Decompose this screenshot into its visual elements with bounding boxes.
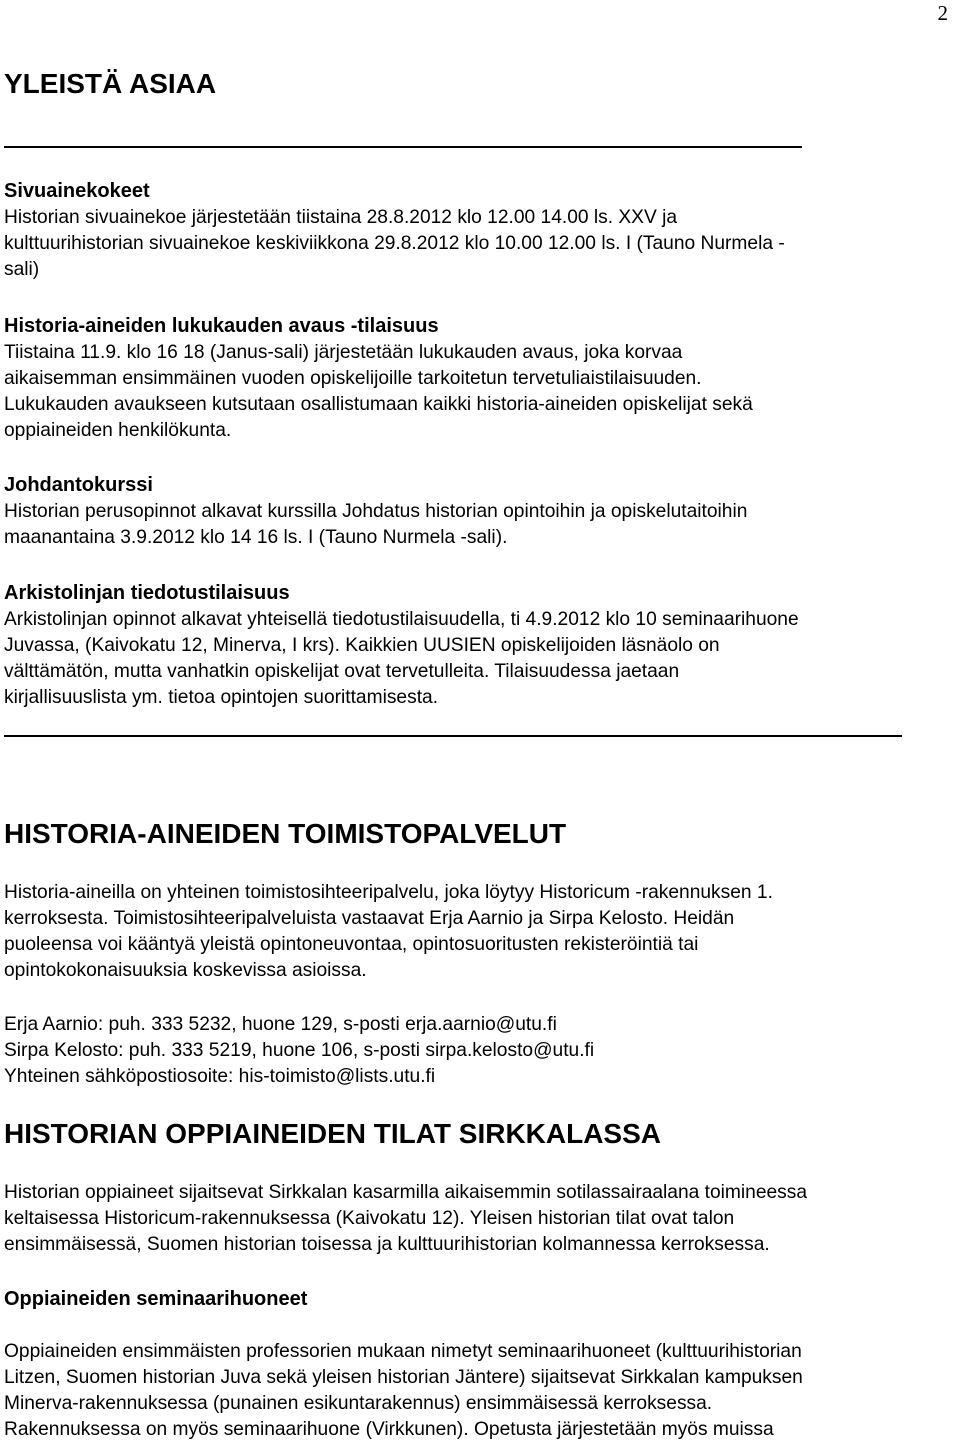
text-line: Lukukauden avaukseen kutsutaan osallistumaan kaikki historia-aineiden opiskelijat sekä [4,394,753,415]
paragraph-johdantokurssi [4,499,960,551]
text-line: Historian oppiaineet sijaitsevat Sirkkalan kasarmilla aikaisemmin sotilassairaalana toimineessa [4,1182,808,1203]
text-line: Historian perusopinnot alkavat kurssilla Johdatus historian opintoihin ja opiskelutaitoihin [4,501,748,522]
text-line: kirjallisuuslista ym. tietoa opintojen suorittamisesta. [4,687,439,708]
section-title-toimistopalvelut: HISTORIA-AINEIDEN TOIMISTOPALVELUT [4,818,567,849]
text-line: ensimmäisessä, Suomen historian toisessa ja kulttuurihistorian kolmannessa kerroksessa. [4,1234,770,1255]
text-line: Litzen, Suomen historian Juva sekä yleisen historian Jäntere) sijaitsevat Sirkkalan kampuksen [4,1367,803,1388]
paragraph-sivuainekokeet [4,205,960,283]
paragraph-tilat-sirkkalassa [4,1180,960,1258]
text-line: oppiaineiden henkilökunta. [4,420,232,441]
heading-arkistolinja: Arkistolinjan tiedotustilaisuus [4,582,290,604]
text-line: sali) [4,259,40,280]
contact-erja-aarnio: Erja Aarnio: puh. 333 5232, huone 129, s-posti erja.aarnio@utu.fi [4,1014,557,1035]
text-line: Juvassa, (Kaivokatu 12, Minerva, I krs). Kaikkien UUSIEN opiskelijoiden läsnäolo on [4,635,720,656]
text-line: puoleensa voi kääntyä yleistä opintoneuvontaa, opintosuoritusten rekisteröintiä tai [4,934,699,955]
text-line: Rakennuksessa on myös seminaarihuone (Virkkunen). Opetusta järjestetään myös muissa [4,1419,774,1440]
divider-rule [4,146,802,148]
text-line: Tiistaina 11.9. klo 16 18 (Janus-sali) järjestetään lukukauden avaus, joka korvaa [4,342,683,363]
text-line: Historian sivuainekoe järjestetään tiistaina 28.8.2012 klo 12.00 14.00 ls. XXV ja [4,207,678,228]
heading-johdantokurssi: Johdantokurssi [4,474,153,496]
contact-shared-email: Yhteinen sähköpostiosoite: his-toimisto@lists.utu.fi [4,1066,436,1087]
text-line: välttämätön, mutta vanhatkin opiskelijat ovat tervetulleita. Tilaisuudessa jaetaan [4,661,680,682]
text-line: kulttuurihistorian sivuainekoe keskiviikkona 29.8.2012 klo 10.00 12.00 ls. I (Tauno Nurmela - [4,233,785,254]
paragraph-lukukauden-avaus [4,340,960,444]
contact-sirpa-kelosto: Sirpa Kelosto: puh. 333 5219, huone 106, s-posti sirpa.kelosto@utu.fi [4,1040,595,1061]
text-line: keltaisessa Historicum-rakennuksessa (Kaivokatu 12). Yleisen historian tilat ovat talon [4,1208,735,1229]
heading-lukukauden-avaus: Historia-aineiden lukukauden avaus -tilaisuus [4,315,439,337]
section-title-tilat-sirkkalassa: HISTORIAN OPPIAINEIDEN TILAT SIRKKALASSA [4,1118,662,1149]
section-title-yleista-asiaa: YLEISTÄ ASIAA [4,68,217,99]
paragraph-seminaarihuoneet [4,1339,960,1443]
paragraph-toimistopalvelut [4,880,960,984]
text-line: aikaisemman ensimmäinen vuoden opiskelijoille tarkoitetun tervetuliaistilaisuuden. [4,368,702,389]
text-line: Historia-aineilla on yhteinen toimistosihteeripalvelu, joka löytyy Historicum -rakennuksen 1. [4,882,773,903]
paragraph-arkistolinja [4,607,960,711]
text-line: Arkistolinjan opinnot alkavat yhteisellä tiedotustilaisuudella, ti 4.9.2012 klo 10 seminaarihuone [4,609,799,630]
text-line: maanantaina 3.9.2012 klo 14 16 ls. I (Tauno Nurmela -sali). [4,527,508,548]
text-line: Minerva-rakennuksessa (punainen esikuntarakennus) ensimmäisessä kerroksessa. [4,1393,713,1414]
divider-rule [4,735,902,737]
text-line: opintokokonaisuuksia koskevissa asioissa. [4,960,367,981]
heading-sivuainekokeet: Sivuainekokeet [4,180,150,202]
text-line: Oppiaineiden ensimmäisten professorien mukaan nimetyt seminaarihuoneet (kulttuurihistorian [4,1341,802,1362]
contact-list [4,1012,960,1090]
page-number: 2 [937,1,948,25]
text-line: kerroksesta. Toimistosihteeripalveluista vastaavat Erja Aarnio ja Sirpa Kelosto. Heidän [4,908,735,929]
heading-seminaarihuoneet: Oppiaineiden seminaarihuoneet [4,1288,308,1310]
